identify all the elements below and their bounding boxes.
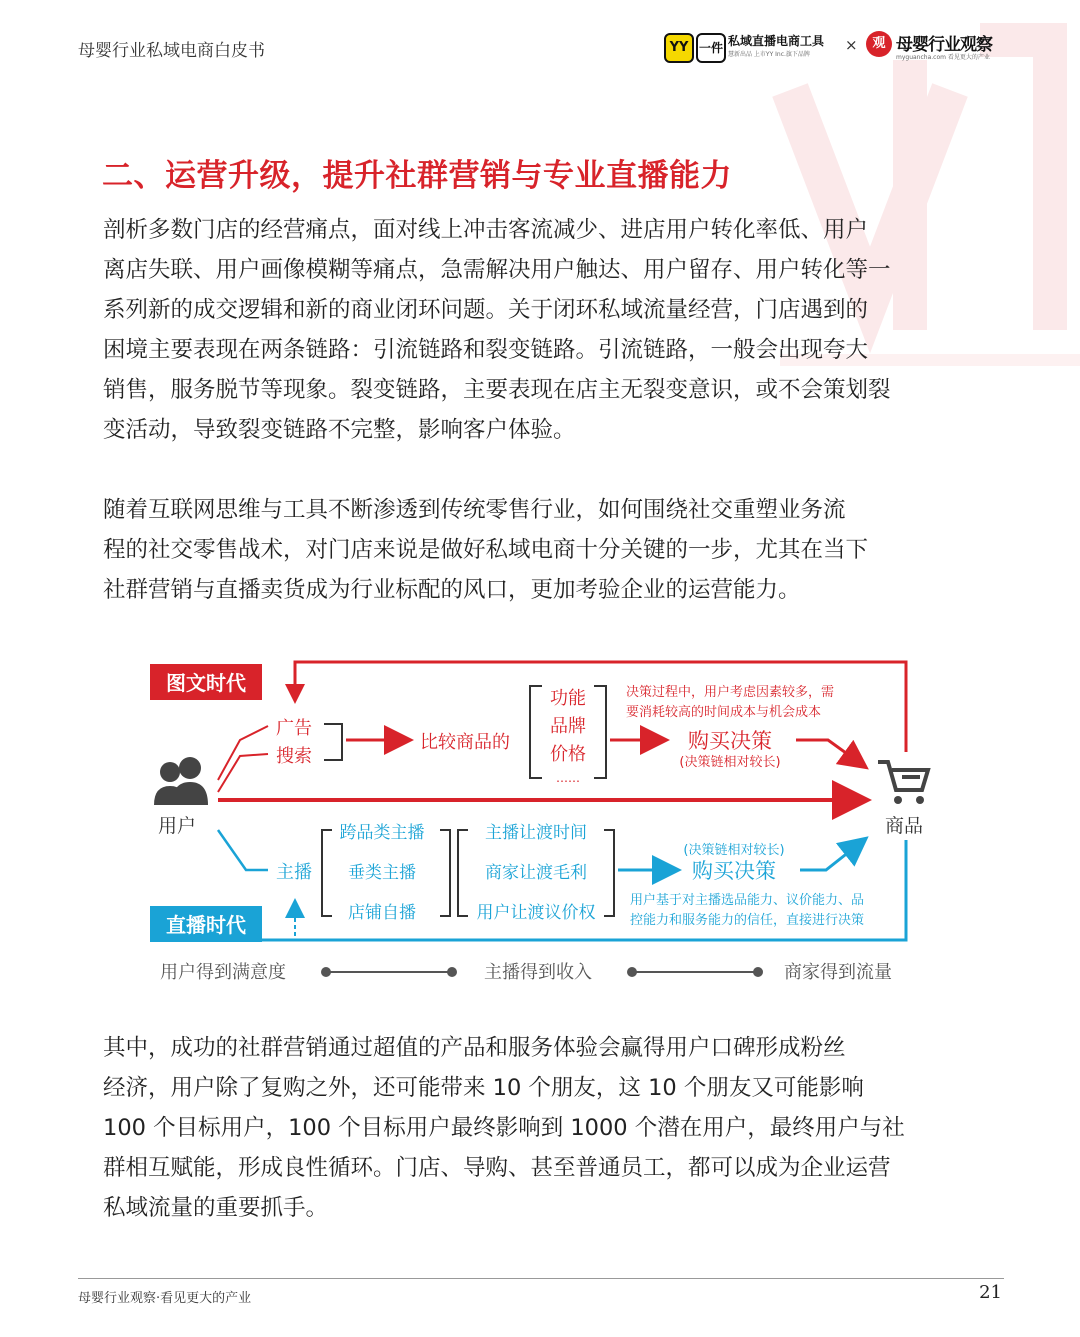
shopping-cart-icon — [878, 762, 928, 804]
top-decision-label: 购买决策 — [688, 729, 772, 753]
paragraph-line: 随着互联网思维与工具不断渗透到传统零售行业，如何围绕社交重塑业务流 — [103, 497, 846, 523]
top-note-line: 要消耗较高的时间成本与机会成本 — [626, 705, 822, 720]
paragraph-line: 困境主要表现在两条链路：引流链路和裂变链路。引流链路，一般会出现夸大 — [103, 337, 869, 363]
outcome-user: 用户得到满意度 — [160, 962, 286, 983]
bottom-decision-sub: (决策链相对较长) — [683, 843, 785, 858]
paragraph-line: 程的社交零售战术，对门店来说是做好私域电商十分关键的一步，尤其在当下 — [103, 537, 869, 563]
bottom-note-line: 用户基于对主播选品能力、议价能力、品 — [630, 893, 865, 908]
paragraph-line: 社群营销与直播卖货成为行业标配的风口，更加考验企业的运营能力。 — [103, 577, 801, 603]
anchor-type-vertical: 垂类主播 — [348, 863, 416, 883]
top-to-goods-arrow — [796, 740, 864, 766]
footer-divider — [78, 1278, 1004, 1279]
paragraph-line: 其中，成功的社群营销通过超值的产品和服务体验会赢得用户口碑形成粉丝 — [103, 1035, 846, 1061]
outcome-dot — [627, 967, 637, 977]
yijian-logo-icon: 一件 — [696, 33, 726, 63]
anchor-type-cross: 跨品类主播 — [339, 823, 425, 843]
factor-function: 功能 — [550, 688, 586, 709]
paragraph-line: 私域流量的重要抓手。 — [103, 1195, 329, 1221]
factor-etc: …… — [556, 771, 580, 785]
outcome-merchant: 商家得到流量 — [784, 962, 892, 983]
benefit-margin: 商家让渡毛利 — [485, 863, 587, 883]
user-group-icon — [154, 757, 208, 805]
section-title: 二、运营升级，提升社群营销与专业直播能力 — [102, 158, 732, 194]
paragraph-line: 离店失联、用户画像模糊等痛点，急需解决用户触达、用户留存、用户转化等一 — [103, 257, 891, 283]
top-branch-lines — [218, 726, 268, 792]
factor-brand: 品牌 — [550, 716, 586, 737]
yy-logo-icon: YY — [664, 33, 694, 63]
paragraph-line: 剖析多数门店的经营痛点，面对线上冲击客流减少、进店用户转化率低、用户 — [103, 217, 869, 243]
paragraph-line: 100 个目标用户，100 个目标用户最终影响到 1000 个潜在用户，最终用户与社 — [103, 1115, 905, 1141]
logo-brand-name: 母婴行业观察 — [896, 35, 992, 55]
top-decision-sub: (决策链相对较长) — [679, 755, 781, 770]
benefit-time: 主播让渡时间 — [485, 823, 587, 843]
paragraph-3 — [103, 1028, 983, 1228]
paragraph-line: 销售，服务脱节等现象。裂变链路，主要表现在店主无裂变意识，或不会策划裂 — [103, 377, 891, 403]
logo-separator: × — [845, 36, 858, 54]
bottom-decision-label: 购买决策 — [692, 859, 776, 883]
page-number: 21 — [979, 1282, 1002, 1303]
outcome-dot — [321, 967, 331, 977]
paragraph-2 — [103, 490, 983, 610]
top-channel-ad: 广告 — [276, 718, 312, 739]
compare-label: 比较商品的 — [420, 732, 510, 753]
header-title: 母婴行业私域电商白皮书 — [78, 41, 265, 61]
anchor-type-store: 店铺自播 — [348, 903, 416, 923]
goods-label: 商品 — [885, 815, 924, 837]
footer-text: 母婴行业观察·看见更大的产业 — [78, 1291, 252, 1306]
logo-brand-subtitle: myguancha.com 看见更大的产业 — [896, 54, 990, 61]
paragraph-1 — [103, 210, 983, 450]
benefit-bargain: 用户让渡议价权 — [476, 903, 596, 923]
logo-tool-name: 私域直播电商工具 — [728, 34, 825, 48]
live-channel-label: 主播 — [276, 862, 312, 883]
factor-price: 价格 — [550, 744, 586, 765]
era-top-label: 图文时代 — [166, 671, 246, 695]
user-label: 用户 — [158, 815, 197, 837]
outcome-anchor: 主播得到收入 — [484, 962, 592, 983]
outcome-dot — [753, 967, 763, 977]
era-bottom-label: 直播时代 — [166, 913, 246, 937]
top-channel-bracket — [324, 724, 342, 760]
bottom-branch-line — [218, 830, 268, 870]
logo-tool-subtitle: 慧新出品 上市YY Inc.旗下品牌 — [728, 51, 810, 58]
guancha-logo-icon: 观 — [866, 31, 892, 57]
bottom-note-line: 控能力和服务能力的信任，直接进行决策 — [630, 913, 865, 928]
paragraph-line: 变活动，导致裂变链路不完整，影响客户体验。 — [103, 417, 576, 443]
paragraph-line: 系列新的成交逻辑和新的商业闭环问题。关于闭环私域流量经营，门店遇到的 — [103, 297, 869, 323]
outcome-dot — [447, 967, 457, 977]
bottom-to-goods-arrow — [800, 840, 864, 870]
paragraph-line: 经济，用户除了复购之外，还可能带来 10 个朋友，这 10 个朋友又可能影响 — [103, 1075, 864, 1101]
top-note-line: 决策过程中，用户考虑因素较多，需 — [626, 685, 835, 700]
top-channel-search: 搜索 — [276, 746, 312, 767]
paragraph-line: 群相互赋能，形成良性循环。门店、导购、甚至普通员工，都可以成为企业运营 — [103, 1155, 891, 1181]
purchase-decision-diagram — [0, 640, 1080, 1000]
